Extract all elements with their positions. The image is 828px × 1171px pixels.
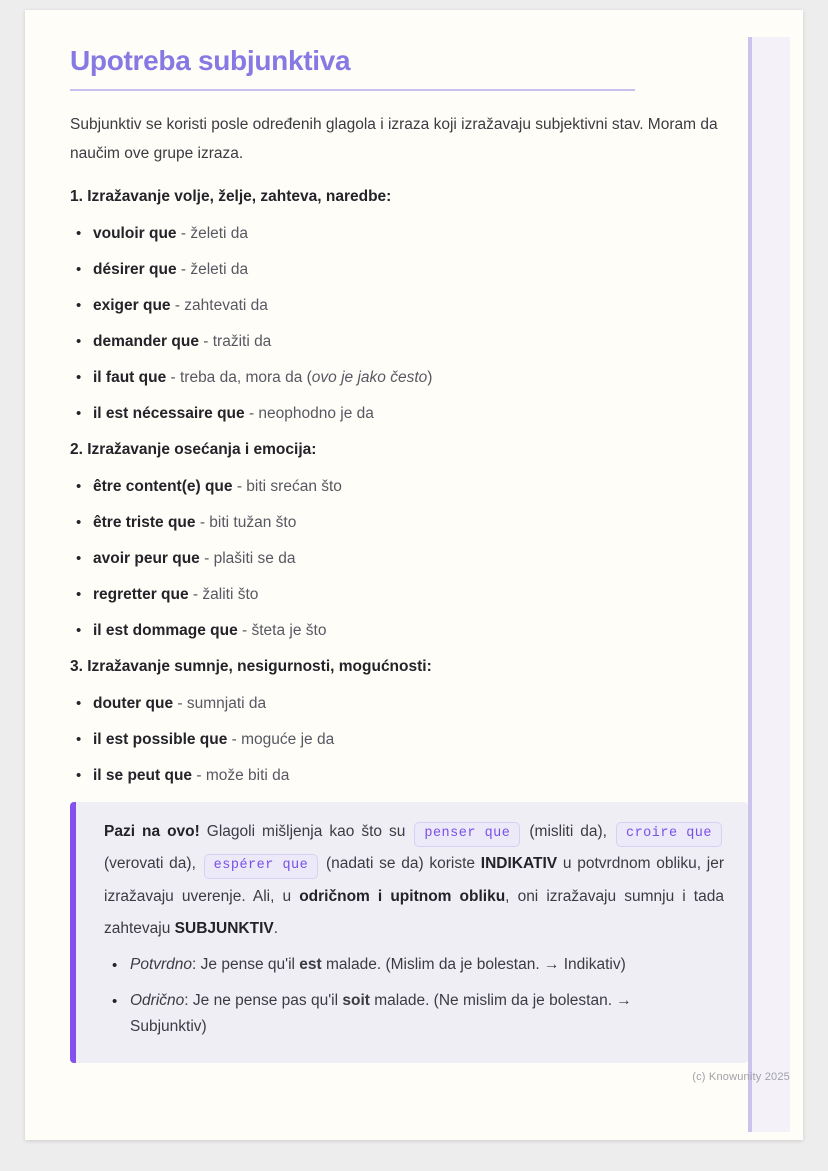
term-item [70, 368, 748, 387]
section-1-heading: 1. Izražavanje volje, želje, zahteva, naredbe: [70, 187, 392, 205]
example-text: malade. (Ne mislim da je bolestan. → Subjunktiv) [130, 992, 632, 1036]
term-text: désirer que [93, 260, 177, 278]
code-chip-croire-que: croire que [616, 822, 722, 847]
callout-paragraph [104, 816, 724, 946]
section-1-list [70, 224, 748, 423]
callout-text: (misliti da), [522, 822, 614, 840]
emphasis-subjunktiv: SUBJUNKTIV [174, 920, 274, 938]
term-item [70, 404, 748, 423]
term-definition: - zahtevati da [170, 296, 268, 314]
page-title: Upotreba subjunktiva [70, 45, 351, 76]
example-item [108, 952, 640, 978]
example-label: Odrično [130, 992, 185, 1010]
callout-text: Glagoli mišljenja kao što su [199, 822, 413, 840]
example-item [108, 988, 640, 1041]
note-content [70, 45, 790, 1083]
term-definition: - moguće je da [227, 730, 335, 748]
section-3-list [70, 694, 748, 785]
term-text: être content(e) que [93, 477, 233, 495]
callout-lead: Pazi na ovo! [104, 822, 200, 840]
term-item [70, 477, 748, 496]
term-item [70, 513, 748, 532]
term-definition: - želeti da [176, 260, 249, 278]
callout-text: (nadati se da) koriste [320, 855, 481, 873]
term-item [70, 260, 748, 279]
code-chip-penser-que: penser que [414, 822, 520, 847]
term-text: vouloir que [93, 224, 177, 242]
term-definition: - može biti da [192, 766, 290, 784]
warning-callout [70, 802, 748, 1063]
callout-example-list [108, 952, 640, 1041]
term-definition: - biti srećan što [232, 477, 342, 495]
example-verb: soit [342, 992, 370, 1010]
copyright-label: (c) Knowunity 2025 [692, 1070, 790, 1083]
term-item [70, 296, 748, 315]
term-text: il faut que [93, 368, 167, 386]
example-label: Potvrdno [130, 955, 193, 973]
term-item [70, 766, 748, 785]
term-item [70, 224, 748, 243]
term-definition: - želeti da [176, 224, 249, 242]
term-definition: - šteta je što [237, 621, 327, 639]
term-definition-italic: ovo je jako često [311, 368, 428, 386]
term-definition: - plašiti se da [199, 549, 296, 567]
term-text: regretter que [93, 585, 189, 603]
emphasis-indikativ: INDIKATIV [480, 855, 558, 873]
term-definition: - žaliti što [188, 585, 259, 603]
code-chip-esperer-que: espérer que [204, 854, 319, 879]
title-rule [70, 89, 635, 91]
term-definition: - tražiti da [198, 332, 272, 350]
callout-text: u potvrdnom obliku, jer izražavaju uverenje. Ali, u [104, 855, 725, 905]
emphasis-odricnom-upitnom: odričnom i upitnom obliku [299, 887, 506, 905]
example-verb: est [299, 955, 322, 973]
term-item [70, 549, 748, 568]
example-text: : Je pense qu'il [192, 955, 300, 973]
section-2-list [70, 477, 748, 640]
term-definition: - biti tužan što [195, 513, 297, 531]
term-text: être triste que [93, 513, 196, 531]
note-page [25, 10, 803, 1140]
term-text: il est dommage que [93, 621, 238, 639]
callout-text: . [273, 920, 279, 938]
right-accent-rail [748, 37, 790, 1132]
term-item [70, 332, 748, 351]
callout-text: , oni izražavaju sumnju i tada zahtevaju [104, 887, 724, 938]
term-text: il est possible que [93, 730, 228, 748]
section-3-heading: 3. Izražavanje sumnje, nesigurnosti, mogućnosti: [70, 657, 432, 675]
term-text: douter que [93, 694, 174, 712]
term-definition: - treba da, mora da ( [166, 368, 312, 386]
term-text: exiger que [93, 296, 171, 314]
term-text: il est nécessaire que [93, 404, 245, 422]
term-text: demander que [93, 332, 199, 350]
term-item [70, 730, 748, 749]
intro-paragraph: Subjunktiv se koristi posle određenih glagola i izraza koji izražavaju subjektivni stav. Moram da naučim ove grupe izraza. [70, 116, 718, 162]
example-text: malade. (Mislim da je bolestan. → Indikativ) [321, 955, 626, 973]
callout-text: (verovati da), [104, 855, 202, 873]
section-2-heading: 2. Izražavanje osećanja i emocija: [70, 440, 317, 458]
term-text: il se peut que [93, 766, 193, 784]
term-item [70, 621, 748, 640]
term-text: avoir peur que [93, 549, 200, 567]
term-definition-suffix: ) [427, 368, 433, 386]
example-text: : Je ne pense pas qu'il [184, 992, 343, 1010]
term-definition: - sumnjati da [173, 694, 267, 712]
term-definition: - neophodno je da [244, 404, 374, 422]
term-item [70, 585, 748, 604]
term-item [70, 694, 748, 713]
